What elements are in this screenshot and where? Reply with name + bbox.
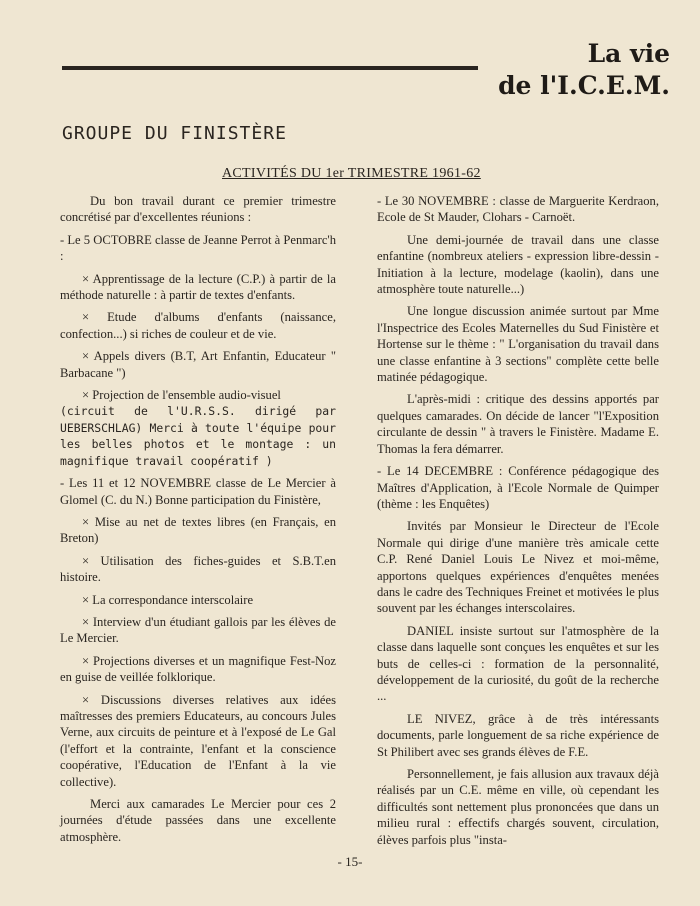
right-column <box>377 193 659 854</box>
bullet-item: × Projection de l'ensemble audio-visuel <box>82 388 281 403</box>
header-title <box>498 38 670 102</box>
group-title: GROUPE DU FINISTÈRE <box>62 123 287 144</box>
paragraph: (circuit de l'U.R.S.S. dirigé par UEBERSCHLAG) Merci à toute l'équipe pour les belles photos et le montage : un magnifique travail coopératif ) <box>60 404 336 468</box>
bullet-item: × Etude d'albums d'enfants (naissance, confection...) si riches de couleur et de vie. <box>60 310 336 341</box>
bullet-item: × Appels divers (B.T, Art Enfantin, Educateur " Barbacane ") <box>60 349 336 380</box>
paragraph: LE NIVEZ, grâce à de très intéressants documents, parle longuement de sa riche expérience de St Philibert avec ses grands élèves de F.E. <box>377 711 659 759</box>
paragraph: - Les 11 et 12 NOVEMBRE classe de Le Mercier à Glomel (C. du N.) Bonne participation du Finistère, <box>60 476 336 507</box>
header-title-line1: La vie <box>587 39 670 68</box>
bullet-item: × La correspondance interscolaire <box>82 592 254 607</box>
page-number: - 15- <box>337 854 363 869</box>
header-rule <box>62 66 478 70</box>
paragraph: Une longue discussion animée surtout par Mme l'Inspectrice des Ecoles Maternelles du Sud Finistère et Hortense sur le thème : " L'organisation du travail dans une classe enfantine à 3 sections" complète cette belle matinée pédagogique. <box>377 304 659 385</box>
paragraph: Du bon travail durant ce premier trimestre concrétisé par d'excellentes réunions : <box>60 194 336 225</box>
paragraph: Personnellement, je fais allusion aux travaux déjà réalisés par un C.E. même en ville, où cependant les difficultés sont nettement plus prononcées que dans un milieu rural : effectifs chargés souvent, circulation, élèves parfois plus "insta- <box>377 767 659 847</box>
bullet-item: × Projections diverses et un magnifique Fest-Noz en guise de veillée folklorique. <box>60 653 336 685</box>
header-title-line2: de l'I.C.E.M. <box>498 71 670 100</box>
left-column <box>60 193 336 851</box>
bullet-item: × Apprentissage de la lecture (C.P.) à partir de la méthode naturelle : à partir de textes d'enfants. <box>60 271 336 303</box>
paragraph: - Le 30 NOVEMBRE : classe de Marguerite Kerdraon, Ecole de St Mauder, Clohars - Carnoët. <box>377 194 659 225</box>
bullet-item: × Mise au net de textes libres (en Français, en Breton) <box>60 514 336 546</box>
paragraph: L'après-midi : critique des dessins apportés par quelques camarades. On décide de lancer "l'Exposition circulante de dessin " à travers le Finistère. Madame E. Thomas la fera démarrer. <box>377 392 659 456</box>
paragraph: - Le 5 OCTOBRE classe de Jeanne Perrot à Penmarc'h : <box>60 232 336 264</box>
paragraph: - Le 14 DECEMBRE : Conférence pédagogique des Maîtres d'Application, à l'Ecole Normale de Quimper (thème : les Enquêtes) <box>377 464 659 511</box>
paragraph: Invités par Monsieur le Directeur de l'Ecole Normale qui dirige d'une manière très amicale cette C.P. René Daniel Louis Le Nivez et moi-même, apportons quelques expériences d'enquêtes menées dans le cadre des Techniques Freinet et motivées le plus souvent par les échanges interscolaires. <box>377 519 659 616</box>
bullet-item: × Utilisation des fiches-guides et S.B.T.en histoire. <box>60 553 336 585</box>
section-title: ACTIVITÉS DU 1er TRIMESTRE 1961-62 <box>222 166 481 181</box>
paragraph: Merci aux camarades Le Mercier pour ces 2 journées d'étude passées dans une excellente atmosphère. <box>60 797 336 844</box>
bullet-item: × Interview d'un étudiant gallois par les élèves de Le Mercier. <box>60 614 336 646</box>
paragraph: Une demi-journée de travail dans une classe enfantine (nombreux ateliers - expression libre-dessin - Initiation à la lecture, modelage (kaolin), dans une atmosphère toute naturelle...) <box>377 232 659 297</box>
bullet-item: × Discussions diverses relatives aux idées maîtresses des premiers Educateurs, au concours Jules Verne, aux circuits de peinture et à l'exposé de Le Gal (l'effort et la contrainte, l'enfant et la conscience coopérative, l'Education de l'Enfant à la vie collective). <box>60 692 336 789</box>
paragraph: DANIEL insiste surtout sur l'atmosphère de la classe dans laquelle sont conçues les enquêtes et sur les buts de celles-ci : formation de la personnalité, développement de la curiosité, du goût de la recherche ... <box>377 623 659 704</box>
